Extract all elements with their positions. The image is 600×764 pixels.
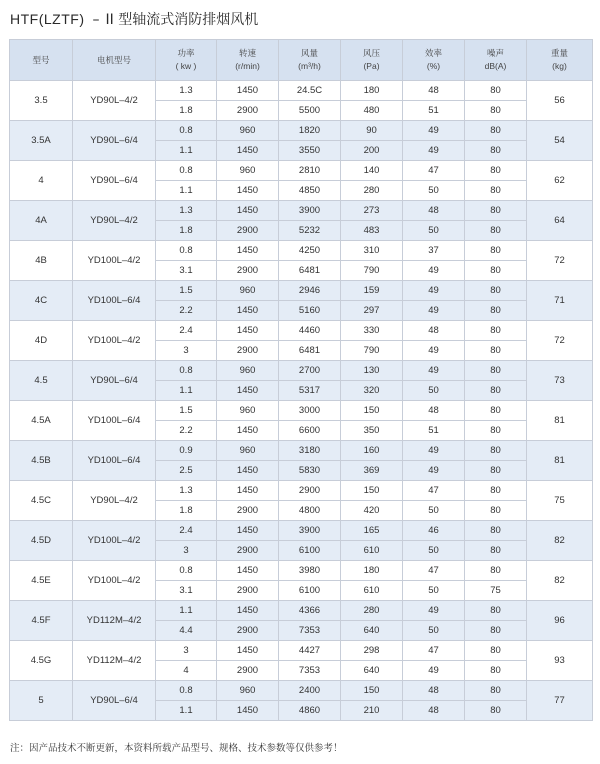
table-cell: 2900	[217, 581, 279, 601]
table-row	[10, 521, 593, 541]
table-cell: 80	[465, 201, 527, 221]
table-cell: 6100	[279, 581, 341, 601]
table-row	[10, 641, 593, 661]
column-header	[279, 40, 341, 81]
table-cell: 80	[465, 401, 527, 421]
table-cell: 1.8	[156, 101, 217, 121]
motor-cell: YD112M–4/2	[73, 601, 156, 641]
column-header-line: 转速	[238, 48, 256, 58]
weight-cell: 77	[527, 681, 593, 721]
table-cell: 1450	[217, 641, 279, 661]
footnote: 注：因产品技术不断更新，本资料所载产品型号、规格、技术参数等仅供参考！	[10, 743, 343, 754]
table-cell: 320	[341, 381, 403, 401]
table-cell: 4460	[279, 321, 341, 341]
weight-cell: 82	[527, 521, 593, 561]
table-cell: 1450	[217, 701, 279, 721]
weight-cell: 81	[527, 441, 593, 481]
table-cell: 90	[341, 121, 403, 141]
table-cell: 1.8	[156, 221, 217, 241]
motor-cell: YD100L–4/2	[73, 321, 156, 361]
table-cell: 2946	[279, 281, 341, 301]
column-header-line: (Pa)	[363, 61, 380, 71]
weight-cell: 54	[527, 121, 593, 161]
table-cell: 165	[341, 521, 403, 541]
table-cell: 7353	[279, 621, 341, 641]
table-cell: 80	[465, 161, 527, 181]
table-cell: 50	[403, 621, 465, 641]
table-cell: 50	[403, 181, 465, 201]
table-cell: 1450	[217, 521, 279, 541]
table-cell: 1450	[217, 241, 279, 261]
model-cell: 4D	[10, 321, 73, 361]
table-cell: 2.4	[156, 521, 217, 541]
table-cell: 50	[403, 501, 465, 521]
weight-cell: 56	[527, 81, 593, 121]
table-cell: 5160	[279, 301, 341, 321]
weight-cell: 71	[527, 281, 593, 321]
weight-cell: 73	[527, 361, 593, 401]
table-cell: 2.4	[156, 321, 217, 341]
table-cell: 80	[465, 381, 527, 401]
table-cell: 1.1	[156, 601, 217, 621]
table-cell: 350	[341, 421, 403, 441]
table-cell: 46	[403, 521, 465, 541]
table-cell: 150	[341, 481, 403, 501]
table-cell: 298	[341, 641, 403, 661]
table-cell: 1450	[217, 601, 279, 621]
table-cell: 3900	[279, 201, 341, 221]
table-cell: 2900	[217, 501, 279, 521]
table-row	[10, 401, 593, 421]
table-cell: 790	[341, 341, 403, 361]
weight-cell: 72	[527, 241, 593, 281]
column-header	[403, 40, 465, 81]
table-cell: 47	[403, 641, 465, 661]
table-cell: 0.8	[156, 121, 217, 141]
table-cell: 80	[465, 241, 527, 261]
model-cell: 4.5F	[10, 601, 73, 641]
weight-cell: 96	[527, 601, 593, 641]
table-cell: 3.1	[156, 261, 217, 281]
table-cell: 140	[341, 161, 403, 181]
table-cell: 960	[217, 401, 279, 421]
table-cell: 1.3	[156, 201, 217, 221]
table-cell: 1450	[217, 141, 279, 161]
table-cell: 80	[465, 701, 527, 721]
table-cell: 49	[403, 281, 465, 301]
table-row	[10, 201, 593, 221]
title-dash: –	[92, 12, 100, 28]
table-cell: 1.5	[156, 401, 217, 421]
table-cell: 1.3	[156, 481, 217, 501]
table-cell: 0.8	[156, 361, 217, 381]
table-cell: 49	[403, 441, 465, 461]
table-cell: 3	[156, 641, 217, 661]
motor-cell: YD100L–6/4	[73, 401, 156, 441]
column-header-line: 功率	[177, 48, 195, 58]
column-header-line: (%)	[426, 61, 441, 71]
table-cell: 1.8	[156, 501, 217, 521]
table-cell: 3550	[279, 141, 341, 161]
column-header-line: 重量	[550, 48, 568, 58]
table-cell: 297	[341, 301, 403, 321]
column-header-line: 风量	[300, 48, 318, 58]
table-cell: 80	[465, 461, 527, 481]
table-cell: 48	[403, 321, 465, 341]
table-cell: 80	[465, 521, 527, 541]
table-cell: 80	[465, 221, 527, 241]
model-cell: 4.5E	[10, 561, 73, 601]
table-cell: 280	[341, 601, 403, 621]
model-cell: 4.5C	[10, 481, 73, 521]
table-cell: 1.5	[156, 281, 217, 301]
table-cell: 6481	[279, 261, 341, 281]
motor-cell: YD90L–6/4	[73, 121, 156, 161]
table-row	[10, 281, 593, 301]
table-cell: 80	[465, 481, 527, 501]
table-cell: 37	[403, 241, 465, 261]
table-cell: 150	[341, 401, 403, 421]
table-cell: 1820	[279, 121, 341, 141]
model-cell: 4.5	[10, 361, 73, 401]
table-cell: 640	[341, 661, 403, 681]
table-cell: 1.1	[156, 181, 217, 201]
model-cell: 3.5A	[10, 121, 73, 161]
weight-cell: 75	[527, 481, 593, 521]
column-header-line: 电机型号	[96, 54, 131, 65]
table-cell: 5317	[279, 381, 341, 401]
table-cell: 2810	[279, 161, 341, 181]
table-row	[10, 81, 593, 101]
column-header	[341, 40, 403, 81]
model-cell: 3.5	[10, 81, 73, 121]
table-cell: 80	[465, 81, 527, 101]
table-cell: 80	[465, 681, 527, 701]
table-cell: 280	[341, 181, 403, 201]
table-cell: 180	[341, 81, 403, 101]
column-header	[217, 40, 279, 81]
table-cell: 790	[341, 261, 403, 281]
table-cell: 2900	[279, 481, 341, 501]
column-header-line: dB(A)	[484, 61, 507, 71]
table-cell: 5500	[279, 101, 341, 121]
table-row	[10, 241, 593, 261]
table-cell: 130	[341, 361, 403, 381]
column-header-line: (r/min)	[235, 61, 260, 71]
table-row	[10, 321, 593, 341]
column-header	[465, 40, 527, 81]
table-cell: 4.4	[156, 621, 217, 641]
table-cell: 3900	[279, 521, 341, 541]
table-cell: 50	[403, 581, 465, 601]
table-cell: 1450	[217, 181, 279, 201]
table-cell: 159	[341, 281, 403, 301]
model-cell: 4.5A	[10, 401, 73, 441]
motor-cell: YD100L–6/4	[73, 441, 156, 481]
table-cell: 80	[465, 501, 527, 521]
table-cell: 2900	[217, 221, 279, 241]
table-cell: 80	[465, 621, 527, 641]
table-body	[10, 81, 593, 721]
table-cell: 1450	[217, 421, 279, 441]
table-cell: 1.1	[156, 701, 217, 721]
model-cell: 4A	[10, 201, 73, 241]
table-cell: 80	[465, 641, 527, 661]
table-row	[10, 681, 593, 701]
table-cell: 24.5C	[279, 81, 341, 101]
table-cell: 960	[217, 681, 279, 701]
table-cell: 420	[341, 501, 403, 521]
table-row	[10, 361, 593, 381]
table-cell: 960	[217, 441, 279, 461]
table-cell: 80	[465, 541, 527, 561]
table-cell: 200	[341, 141, 403, 161]
column-header-line: (m³/h)	[298, 61, 321, 71]
table-cell: 310	[341, 241, 403, 261]
table-cell: 49	[403, 301, 465, 321]
table-cell: 610	[341, 581, 403, 601]
table-cell: 1450	[217, 321, 279, 341]
table-cell: 1450	[217, 301, 279, 321]
table-cell: 4800	[279, 501, 341, 521]
motor-cell: YD90L–6/4	[73, 681, 156, 721]
table-cell: 47	[403, 161, 465, 181]
table-cell: 48	[403, 81, 465, 101]
table-cell: 80	[465, 141, 527, 161]
table-cell: 150	[341, 681, 403, 701]
weight-cell: 81	[527, 401, 593, 441]
table-cell: 80	[465, 281, 527, 301]
table-cell: 80	[465, 341, 527, 361]
table-cell: 47	[403, 481, 465, 501]
table-cell: 80	[465, 421, 527, 441]
table-cell: 49	[403, 121, 465, 141]
motor-cell: YD100L–4/2	[73, 521, 156, 561]
table-cell: 4250	[279, 241, 341, 261]
motor-cell: YD90L–4/2	[73, 81, 156, 121]
spec-table	[9, 39, 593, 721]
motor-cell: YD100L–4/2	[73, 561, 156, 601]
table-cell: 2900	[217, 101, 279, 121]
model-cell: 4B	[10, 241, 73, 281]
model-cell: 4.5D	[10, 521, 73, 561]
table-cell: 1450	[217, 561, 279, 581]
column-header	[73, 40, 156, 81]
motor-cell: YD100L–4/2	[73, 241, 156, 281]
table-cell: 1450	[217, 81, 279, 101]
table-cell: 80	[465, 361, 527, 381]
table-cell: 80	[465, 121, 527, 141]
table-cell: 1450	[217, 461, 279, 481]
table-cell: 1.1	[156, 381, 217, 401]
table-cell: 48	[403, 701, 465, 721]
table-cell: 7353	[279, 661, 341, 681]
table-cell: 0.9	[156, 441, 217, 461]
table-cell: 6100	[279, 541, 341, 561]
table-cell: 960	[217, 361, 279, 381]
table-cell: 2900	[217, 541, 279, 561]
weight-cell: 62	[527, 161, 593, 201]
page-title	[10, 9, 258, 29]
table-cell: 1450	[217, 381, 279, 401]
table-cell: 51	[403, 421, 465, 441]
table-cell: 49	[403, 661, 465, 681]
table-cell: 5830	[279, 461, 341, 481]
weight-cell: 64	[527, 201, 593, 241]
table-cell: 160	[341, 441, 403, 461]
table-cell: 2900	[217, 261, 279, 281]
model-cell: 5	[10, 681, 73, 721]
table-cell: 960	[217, 121, 279, 141]
table-cell: 210	[341, 701, 403, 721]
table-cell: 0.8	[156, 241, 217, 261]
motor-cell: YD100L–6/4	[73, 281, 156, 321]
table-cell: 80	[465, 441, 527, 461]
table-cell: 48	[403, 401, 465, 421]
table-cell: 80	[465, 661, 527, 681]
table-cell: 960	[217, 161, 279, 181]
table-cell: 2900	[217, 621, 279, 641]
table-cell: 49	[403, 261, 465, 281]
table-cell: 3	[156, 541, 217, 561]
table-cell: 49	[403, 461, 465, 481]
weight-cell: 82	[527, 561, 593, 601]
table-cell: 330	[341, 321, 403, 341]
table-cell: 1.1	[156, 141, 217, 161]
table-cell: 4427	[279, 641, 341, 661]
table-cell: 5232	[279, 221, 341, 241]
table-cell: 80	[465, 101, 527, 121]
table-cell: 6600	[279, 421, 341, 441]
table-row	[10, 481, 593, 501]
model-cell: 4.5B	[10, 441, 73, 481]
table-cell: 49	[403, 141, 465, 161]
table-cell: 640	[341, 621, 403, 641]
motor-cell: YD90L–6/4	[73, 161, 156, 201]
model-cell: 4.5G	[10, 641, 73, 681]
table-cell: 480	[341, 101, 403, 121]
table-cell: 80	[465, 301, 527, 321]
column-header	[10, 40, 73, 81]
column-header-line: 风压	[362, 48, 380, 58]
column-header-line: ( kw )	[175, 61, 197, 71]
table-cell: 6481	[279, 341, 341, 361]
table-cell: 1.3	[156, 81, 217, 101]
table-cell: 80	[465, 561, 527, 581]
table-cell: 50	[403, 381, 465, 401]
table-row	[10, 561, 593, 581]
table-row	[10, 601, 593, 621]
table-cell: 2400	[279, 681, 341, 701]
table-row	[10, 441, 593, 461]
table-row	[10, 121, 593, 141]
table-row	[10, 161, 593, 181]
table-cell: 4	[156, 661, 217, 681]
column-header-line: 噪声	[486, 48, 504, 58]
table-cell: 49	[403, 361, 465, 381]
motor-cell: YD112M–4/2	[73, 641, 156, 681]
column-header	[527, 40, 593, 81]
model-cell: 4	[10, 161, 73, 201]
table-cell: 4860	[279, 701, 341, 721]
table-cell: 3.1	[156, 581, 217, 601]
table-cell: 2700	[279, 361, 341, 381]
table-cell: 180	[341, 561, 403, 581]
table-cell: 2.2	[156, 301, 217, 321]
table-cell: 48	[403, 201, 465, 221]
table-cell: 50	[403, 221, 465, 241]
table-cell: 80	[465, 181, 527, 201]
motor-cell: YD90L–6/4	[73, 361, 156, 401]
title-text: II 型轴流式消防排烟风机	[105, 12, 259, 28]
column-header-line: 型号	[32, 54, 50, 65]
table-cell: 1450	[217, 481, 279, 501]
model-cell: 4C	[10, 281, 73, 321]
table-header-row	[10, 40, 593, 81]
table-cell: 273	[341, 201, 403, 221]
table-cell: 51	[403, 101, 465, 121]
table-cell: 75	[465, 581, 527, 601]
table-cell: 1450	[217, 201, 279, 221]
table-cell: 3000	[279, 401, 341, 421]
weight-cell: 72	[527, 321, 593, 361]
table-cell: 47	[403, 561, 465, 581]
column-header	[156, 40, 217, 81]
table-cell: 0.8	[156, 561, 217, 581]
motor-cell: YD90L–4/2	[73, 201, 156, 241]
table-cell: 49	[403, 341, 465, 361]
table-cell: 483	[341, 221, 403, 241]
table-cell: 50	[403, 541, 465, 561]
weight-cell: 93	[527, 641, 593, 681]
table-cell: 3180	[279, 441, 341, 461]
table-cell: 2.5	[156, 461, 217, 481]
title-model: HTF(LZTF)	[10, 11, 85, 27]
table-cell: 4850	[279, 181, 341, 201]
table-cell: 610	[341, 541, 403, 561]
table-cell: 49	[403, 601, 465, 621]
table-cell: 2900	[217, 341, 279, 361]
table-cell: 3980	[279, 561, 341, 581]
table-cell: 2900	[217, 661, 279, 681]
table-cell: 48	[403, 681, 465, 701]
table-cell: 0.8	[156, 681, 217, 701]
table-cell: 960	[217, 281, 279, 301]
column-header-line: 效率	[424, 48, 442, 58]
table-cell: 0.8	[156, 161, 217, 181]
table-cell: 2.2	[156, 421, 217, 441]
column-header-line: (kg)	[552, 61, 567, 71]
table-cell: 369	[341, 461, 403, 481]
table-cell: 80	[465, 321, 527, 341]
table-cell: 80	[465, 601, 527, 621]
table-cell: 80	[465, 261, 527, 281]
table-cell: 4366	[279, 601, 341, 621]
motor-cell: YD90L–4/2	[73, 481, 156, 521]
table-cell: 3	[156, 341, 217, 361]
